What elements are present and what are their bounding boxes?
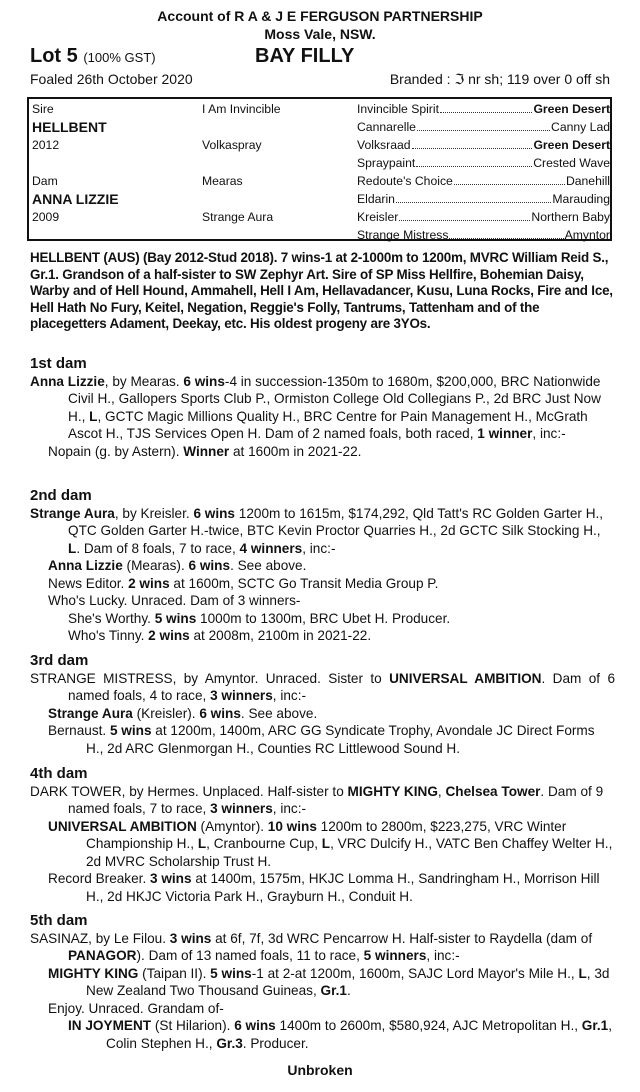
dam5-granddam-1: IN JOYMENT (St Hilarion). 6 wins 1400m to 2600m, $580,924, AJC Metropolitan H., Gr.1, Colin Stephen H., Gr.3. Producer.	[68, 1018, 613, 1051]
pedigree-g3-5: Redoute's Choice Danehill	[357, 174, 610, 188]
dam4-record: DARK TOWER, by Hermes. Unplaced. Half-sister to MIGHTY KING, Chelsea Tower. Dam of 9 named foals, 7 to race, 3 winners, inc:-	[30, 783, 604, 816]
dam2-foal-1: Anna Lizzie (Mearas). 6 wins. See above.	[48, 558, 307, 573]
lot-number: Lot 5 (100% GST)	[30, 45, 156, 67]
dam2-foal-3: Who's Lucky. Unraced. Dam of 3 winners-	[48, 593, 301, 608]
sire-summary: HELLBENT (AUS) (Bay 2012-Stud 2018). 7 wins-1 at 2-1000m to 1200m, MVRC William Reid S., Gr.1. Grandson of a half-sister to SW Zephyr Art. Sire of SP Miss Hellfire, Bohemian Daisy, Warby and of Hell Hound, Ammahell, Hell I Am, Hellavadancer, Kusu, Luna Rocks, Fire and Ice, Hell Hath No Fury, Keitel, Negation, Reggie's Folly, Tantrums, Tattenham and of the placegetters Adament, Deekay, etc. His oldest progeny are 3YOs.	[30, 250, 613, 331]
pedigree-g3-4: Spraypaint Crested Wave	[357, 156, 610, 170]
sire-year: 2012	[32, 138, 60, 152]
pedigree-g2-3: Mearas	[202, 174, 243, 188]
pedigree-g2-2: Volkaspray	[202, 138, 262, 152]
dam1-foal: Nopain (g. by Astern). Winner at 1600m in 2021-22.	[48, 443, 362, 459]
dam5-section	[30, 912, 615, 1052]
horse-sex: BAY FILLY	[255, 45, 355, 67]
pedigree-table	[27, 97, 612, 241]
brand-mark-icon: ℑ	[454, 72, 465, 88]
sire-label: Sire	[32, 102, 54, 116]
dam3-heading: 3rd dam	[30, 652, 89, 669]
dam1-record: Anna Lizzie, by Mearas. 6 wins-4 in succession-1350m to 1680m, $200,000, BRC Nationwide Civil H., Gallopers Sports Club P., Ormiston College Old Collegians P., 2d BRC Just Now H., L, GCTC Magic Millions Quality H., BRC Centre for Pain Management H., McGrath Ascot H., TJS Services Open H. Dam of 2 named foals, both raced, 1 winner, inc:-	[30, 373, 601, 441]
dam-label: Dam	[32, 174, 58, 188]
status-footer: Unbroken	[287, 1062, 353, 1078]
sire-name: HELLBENT	[32, 119, 107, 135]
dam2-section	[30, 487, 615, 645]
pedigree-g3-8: Strange Mistress Amyntor	[357, 228, 610, 242]
dam1-heading: 1st dam	[30, 355, 87, 372]
dam2-granddam-1: She's Worthy. 5 wins 1000m to 1300m, BRC Ubet H. Producer.	[68, 610, 451, 626]
pedigree-g3-7: Kreisler Northern Baby	[357, 210, 610, 224]
dam4-foal-2: Record Breaker. 3 wins at 1400m, 1575m, HKJC Lomma H., Sandringham H., Morrison Hill H., 2d HKJC Victoria Park H., Grayburn H., Conduit H.	[48, 871, 600, 904]
dam4-section	[30, 765, 615, 905]
dam2-heading: 2nd dam	[30, 487, 92, 504]
dam2-foal-2: News Editor. 2 wins at 1600m, SCTC Go Transit Media Group P.	[48, 575, 439, 591]
dam5-record: SASINAZ, by Le Filou. 3 wins at 6f, 7f, 3d WRC Pencarrow H. Half-sister to Raydella (dam of PANAGOR). Dam of 13 named foals, 11 to race, 5 winners, inc:-	[30, 930, 593, 963]
dam2-granddam-2: Who's Tinny. 2 wins at 2008m, 2100m in 2021-22.	[68, 628, 372, 643]
vendor-location: Moss Vale, NSW.	[264, 26, 376, 42]
dam3-section	[30, 652, 615, 757]
dam5-foal-2: Enjoy. Unraced. Grandam of-	[48, 1000, 224, 1016]
dam3-foal-2: Bernaust. 5 wins at 1200m, 1400m, ARC GG Syndicate Trophy, Avondale JC Direct Forms H., 2d ARC Glenmorgan H., Counties RC Littlewood Sound H.	[48, 723, 595, 756]
pedigree-g3-1: Invincible Spirit Green Desert	[357, 102, 610, 116]
dam3-record: STRANGE MISTRESS, by Amyntor. Unraced. Sister to UNIVERSAL AMBITION. Dam of 6 named foals, 4 to race, 3 winners, inc:-	[30, 670, 616, 703]
pedigree-g3-6: Eldarin Marauding	[357, 192, 610, 206]
dam-year: 2009	[32, 210, 60, 224]
dam5-heading: 5th dam	[30, 912, 88, 929]
pedigree-g3-3: Volksraad Green Desert	[357, 138, 610, 152]
dam2-record: Strange Aura, by Kreisler. 6 wins 1200m to 1615m, $174,292, Qld Tatt's RC Golden Garter H., QTC Golden Garter H.-twice, BTC Kevin Proctor Quarries H., 2d GCTC Silk Stocking H., L. Dam of 8 foals, 7 to race, 4 winners, inc:-	[30, 505, 604, 556]
dam4-foal-1: UNIVERSAL AMBITION (Amyntor). 10 wins 1200m to 2800m, $223,275, VRC Winter Championship H., L, Cranbourne Cup, L, VRC Dulcify H., VATC Ben Chaffey Welter H., 2d MVRC Scholarship Trust H.	[48, 818, 613, 869]
dam-name: ANNA LIZZIE	[32, 191, 119, 207]
foaled-date: Foaled 26th October 2020	[30, 71, 193, 87]
dam3-foal-1: Strange Aura (Kreisler). 6 wins. See above.	[48, 705, 318, 721]
vendor-account: Account of R A & J E FERGUSON PARTNERSHIP	[157, 8, 483, 24]
brand-info: Branded : ℑ nr sh; 119 over 0 off sh	[389, 71, 610, 88]
pedigree-g2-1: I Am Invincible	[202, 102, 281, 116]
pedigree-g2-4: Strange Aura	[202, 210, 274, 224]
pedigree-g3-2: Cannarelle Canny Lad	[357, 120, 610, 134]
dam5-foal-1: MIGHTY KING (Taipan II). 5 wins-1 at 2-at 1200m, 1600m, SAJC Lord Mayor's Mile H., L, 3d New Zealand Two Thousand Guineas, Gr.1.	[48, 965, 610, 998]
dam1-section	[30, 355, 615, 460]
dam4-heading: 4th dam	[30, 765, 88, 782]
